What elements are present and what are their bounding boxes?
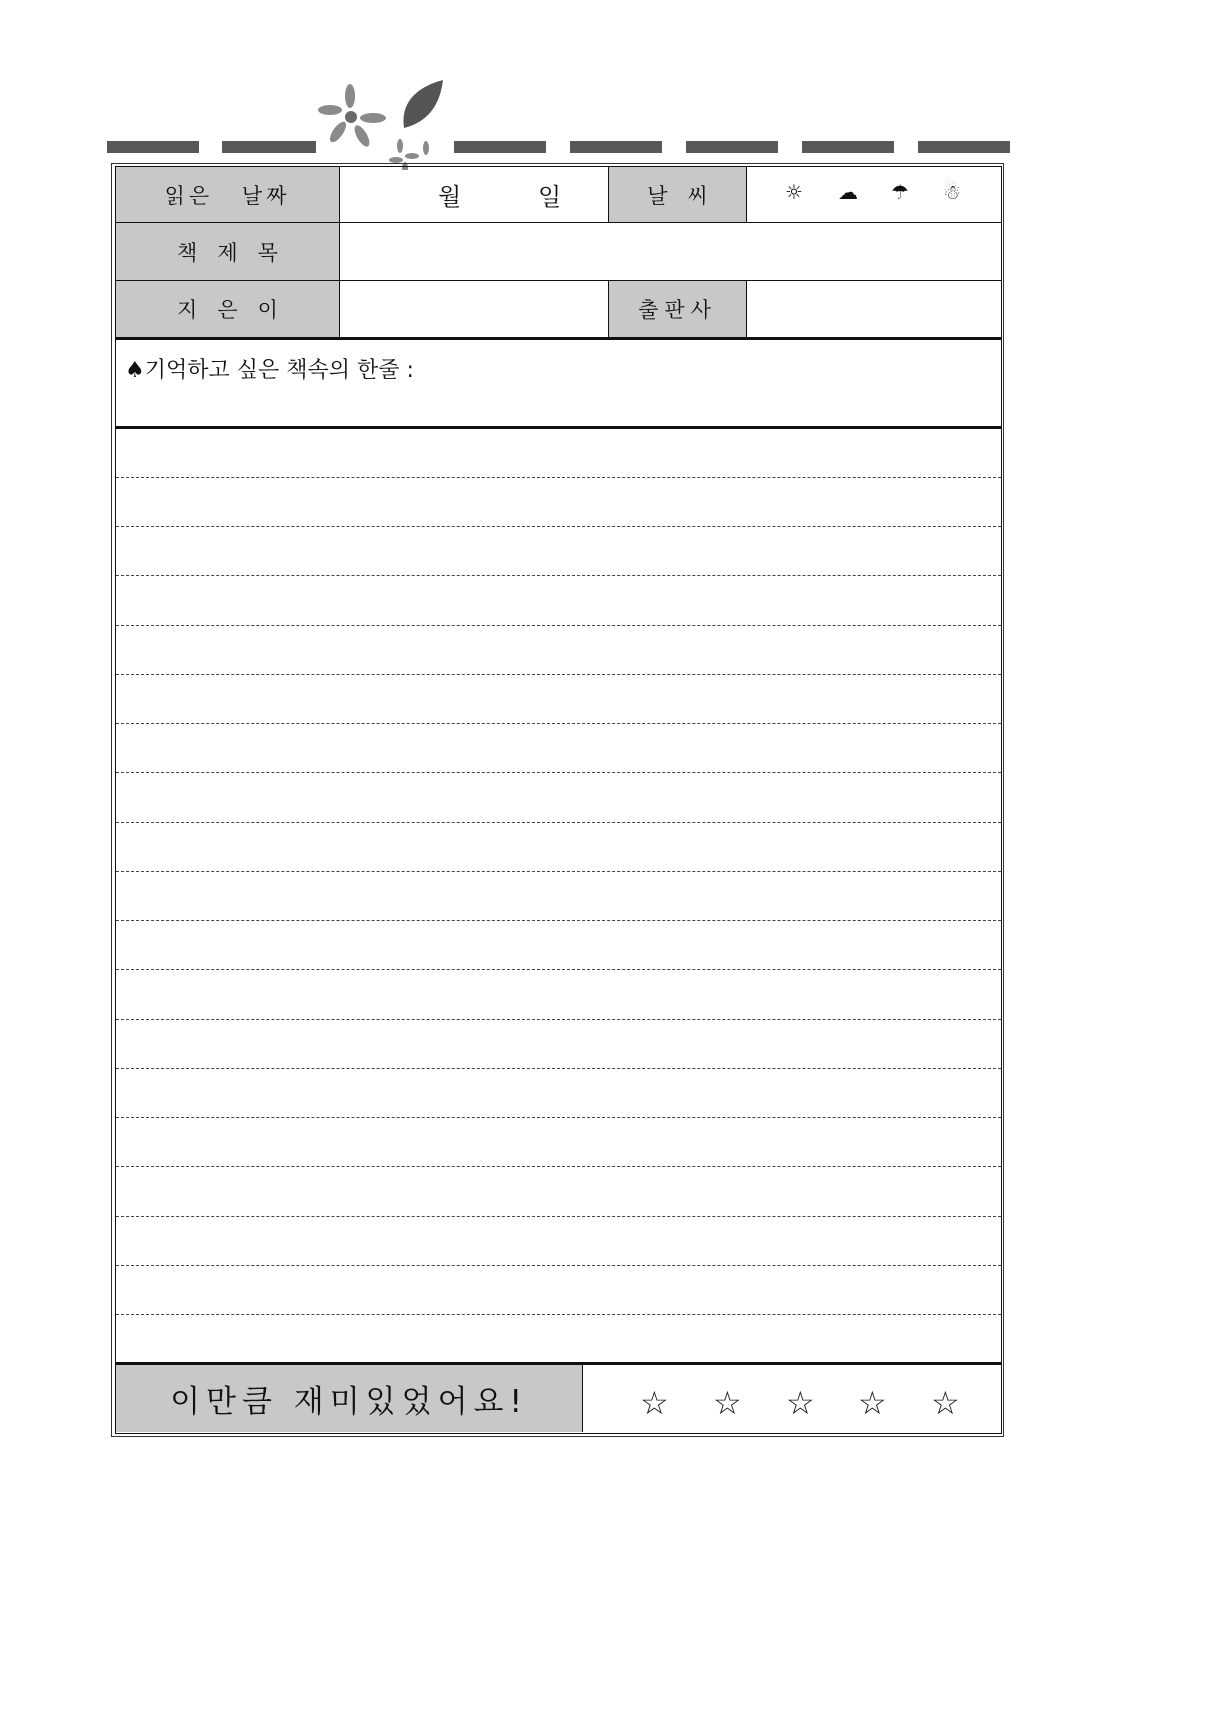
author-field[interactable] (340, 281, 608, 337)
read-date-field[interactable] (340, 167, 608, 222)
rating-star-4[interactable]: ☆ (858, 1384, 887, 1422)
writing-area[interactable] (116, 429, 1001, 1362)
memorable-line-field[interactable] (116, 390, 1001, 426)
author-label-cell (116, 281, 339, 337)
day-label: 일 (538, 183, 562, 211)
read-date-label: 읽은 날짜 (164, 183, 291, 208)
rating-label: 이만큼 재미있었어요! (170, 1384, 528, 1420)
writing-line (116, 575, 1001, 576)
writing-line (116, 674, 1001, 675)
row-divider (116, 280, 1001, 281)
weather-label: 날 씨 (647, 183, 708, 208)
title-label: 책 제 목 (177, 240, 278, 265)
author-label: 지 은 이 (177, 298, 278, 322)
rating-star-1[interactable]: ☆ (640, 1384, 669, 1422)
writing-line (116, 625, 1001, 626)
cloud-icon[interactable]: ☁ (838, 180, 858, 204)
writing-line (116, 1216, 1001, 1217)
writing-line (116, 1314, 1001, 1315)
column-divider (608, 281, 609, 337)
row-divider (116, 222, 1001, 223)
column-divider (582, 1365, 583, 1432)
read-date-label-cell (116, 167, 339, 222)
rating-label-cell (116, 1365, 582, 1432)
publisher-label-cell (609, 281, 746, 337)
header-decoration (0, 0, 1103, 170)
snowman-icon[interactable]: ☃ (943, 180, 961, 204)
publisher-label: 출판사 (638, 298, 717, 322)
weather-label-cell (609, 167, 746, 222)
rating-star-5[interactable]: ☆ (931, 1384, 960, 1422)
writing-line (116, 1166, 1001, 1167)
title-label-cell (116, 223, 339, 280)
sun-icon[interactable]: ☼ (785, 180, 803, 204)
writing-line (116, 526, 1001, 527)
writing-line (116, 1265, 1001, 1266)
column-divider (339, 167, 340, 337)
month-label: 월 (438, 183, 462, 211)
column-divider (746, 281, 747, 337)
section-divider (116, 337, 1001, 340)
flower-icon (318, 84, 386, 149)
column-divider (608, 167, 609, 222)
title-field[interactable] (340, 223, 1001, 280)
writing-line (116, 920, 1001, 921)
writing-line (116, 477, 1001, 478)
memorable-line-label: ♠기억하고 싶은 책속의 한줄 : (125, 358, 414, 383)
writing-line (116, 772, 1001, 773)
writing-line (116, 871, 1001, 872)
leaf-icon (403, 80, 443, 128)
column-divider (746, 167, 747, 222)
writing-line (116, 822, 1001, 823)
rating-star-2[interactable]: ☆ (713, 1384, 742, 1422)
umbrella-rain-icon[interactable]: ☂ (891, 180, 909, 204)
writing-line (116, 1019, 1001, 1020)
publisher-field[interactable] (747, 281, 1001, 337)
writing-line (116, 969, 1001, 970)
writing-line (116, 1117, 1001, 1118)
writing-line (116, 1068, 1001, 1069)
rating-star-3[interactable]: ☆ (786, 1384, 815, 1422)
writing-line (116, 723, 1001, 724)
